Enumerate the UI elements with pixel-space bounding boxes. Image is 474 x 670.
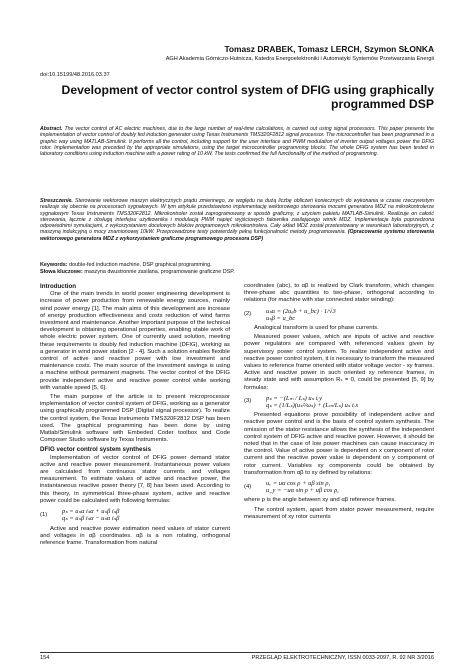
keywords-en-label: Keywords: bbox=[40, 262, 68, 268]
equation-2-line-2: uₛβ = u_bc bbox=[266, 314, 296, 322]
abstract-label: Abstract. bbox=[40, 126, 63, 132]
intro-paragraph-1: One of the main trends in world power engineering development is increase of power production from renewable energy sources, mainly wind power energy [1]. The main aims of this development are increase of energy production effectiveness and costs reduction of wind farms investment and maintenance. Another important purpose of the technical development is obtaining operational properties, enabling stable work of whole electric power system. One of currently used solution, meeting these requirements is doubly fed induction machine (DFIG), working as a generator in wind power station [2 - 4]. Such a solution enables flexible control of active and reactive power with low investment and maintenance costs. The main source of the investment savings is using a machine without permanent magnets. The vector control of the DFIG provide independent active and reactive power control while working with variable speed [5, 6]. bbox=[40, 291, 230, 391]
authors: Tomasz DRABEK, Tomasz LERCH, Szymon SŁONKA bbox=[224, 44, 434, 54]
equation-3-line-1: pₛ = −(Lₘ / Lₛ) uₛ iᵣy bbox=[266, 394, 323, 402]
right-paragraph-3: Measured power values, which are inputs of active and reactive power regulators are compared with referenced values given by supervisory power control system. To realize independent active and reactive power control system, it is necessary to transform the measured values to reference frame oriented with stator voltage vector - xy frames. Active and reactive power in such oriented xy reference frames, in steady state and with assumption Rₛ = 0, could be presented [5, 9] by formulas: bbox=[244, 334, 434, 391]
right-column bbox=[244, 283, 434, 523]
equation-3-line-2: qₛ = (1/Lₛ)(uₛ²/ωₛ) + (Lₘ/Lₛ) uₛ iᵣx bbox=[266, 402, 359, 410]
equation-1-number: (1) bbox=[40, 511, 48, 518]
right-paragraph-4: Presented equations prove possibility of independent active and reactive power control and is the basis of control system synthesis. The omission of the stator resistance allows the synthesis of the independent control system of DFIG active and reactive power. However, it should be noted that in the case of low power machines can cause inaccuracy in the control. Value of active power is dependent on x component of rotor current and the reactive power value is dependent on y component of rotor current. Variables xy components could be obtained by transformation from αβ to xy defined by relations: bbox=[244, 412, 434, 476]
paper-title: Development of vector control system of DFIG using graphically programmed DSP bbox=[61, 83, 434, 111]
streszczenie bbox=[40, 198, 434, 242]
keywords-pl-label: Słowa kluczowe: bbox=[40, 268, 83, 275]
right-paragraph-5: where ρ is the angle between xy and αβ reference frames. bbox=[244, 497, 396, 504]
journal-citation: PRZEGLĄD ELEKTROTECHNICZNY, ISSN 0033-2097, R. 92 NR 3/2016 bbox=[251, 655, 434, 661]
footer-divider bbox=[40, 652, 434, 653]
streszczenie-text: Sterowanie wektorowe maszyn elektrycznych prądu zmiennego, ze względu na dużą liczbę obliczeń koniecznych do wykonania w czasie rzeczywistym realizuje się obecnie na procesorach sygnałowych. W tym artykule przedstawiono implementację wektorowego sterowania mocami generatora MDZ na mikrokontrolerze sygnałowym Texas Instruments TMS320F2812. Mikrokontroler został zaprogramowany w sposób graficzny, z użyciem pakietu MATLAB-Simulink. Realizuje on całość sterowania, łącznie z obsługą interfejsu użytkownika i modulacją PWM napięć wyjściowych falownika zasilającego wirnik MDZ. Implementacja była poprzedzona odpowiednimi symulacjami, z wykorzystaniem docelowych bloków programowych mikrokontrolera. Cały układ MDZ został przetestowany w warunkach laboratoryjnych, z maszyną indukcyjną o mocy znamionowej 10kW. Przeprowadzone testy potwierdziły pełną funkcjonalność metody programowania. bbox=[40, 198, 434, 236]
introduction-heading: Introduction bbox=[40, 283, 77, 290]
page-number: 154 bbox=[40, 655, 50, 661]
dfig-paragraph-2: Active and reactive power estimation need values of stator current and voltages in αβ coordinates. αβ is a non rotating, orthogonal reference frame. Transformation from natural bbox=[40, 525, 230, 546]
dfig-paragraph-1: Implementation of vector control of DFIG power demand stator active and reactive power measurement. Instantaneous power values are calculated from continuous stator currents and voltages measurement. To estimate values of active and reactive power, the instantaneous reactive power theory [7, 8] has been used. According to this theory, in symmetrical three-phase system, active and reactive power could be calculated with following formulas: bbox=[40, 454, 230, 504]
equation-1 bbox=[40, 508, 230, 522]
right-paragraph-1: coordinates (abc), to αβ is realized by Clark transform, which changes three-phase abc quantities to two-phase, orthogonal according to relations (for machine with star connected stator winding): bbox=[244, 283, 434, 304]
right-paragraph-6: The control system, apart from stator power measurement, require measurement of xy rotor currents bbox=[244, 506, 434, 520]
equation-2-number: (2) bbox=[244, 311, 252, 318]
equation-1-line-1: pₛ = uₛα iₛα + uₛβ iₛβ bbox=[62, 508, 120, 516]
intro-paragraph-2: The main purpose of the article is to present microprocessor implementation of vector control system of DFIG, working as a generator using graphically programmed DSP (Digital signal processor). To realize the control system, the Texas Instruments TMS320F2812 DSP has been used. The graphical programming has been done by using Matlab/Simulink software with Embeded Coder toolbox and Code Composer Studio software by Texas Instruments. bbox=[40, 394, 230, 444]
abstract bbox=[40, 126, 434, 157]
keywords-en: double-fed induction machine, DSP graphical programming. bbox=[69, 262, 212, 268]
equation-4-line-2: u_y = −uα sin ρ + uβ cos ρ, bbox=[266, 487, 339, 495]
equation-2-line-1: uₛα = (2uₐb + u_bc) · 1/√3 bbox=[266, 307, 336, 315]
equation-4 bbox=[244, 480, 434, 494]
equation-4-number: (4) bbox=[244, 483, 252, 490]
equation-1-line-2: qₛ = uₛβ iₛα − uₛα iₛβ bbox=[62, 515, 120, 523]
affiliation: AGH Akademia Górniczo-Hutnicza, Katedra Energoelektroniki i Automatyki Systemów Przetwarzania Energii bbox=[165, 56, 434, 62]
equation-2 bbox=[244, 308, 434, 322]
equation-4-line-1: uₓ = uα cos ρ + uβ sin ρ, bbox=[266, 480, 331, 488]
right-paragraph-2: Analogical transform is used for phase currents. bbox=[254, 325, 379, 332]
abstract-text: The vector control of AC electric machines, due to the large number of real-time calculations, is carried out using signal processors. This paper presents the implementation of vector control of doubly fed induction generator using Texas Instruments TMS320F2812 signal processor. The microcontroller has been programmed in a graphic way using MATLAB-Simulink. It performs all the control, including support for the user interface and PWM modulation of inverter output voltages power the DFIG rotor. Implementation was preceded by the appropriate simulations, using the target microcontroller programming blocks. The whole DFIG system has been tested in laboratory conditions using induction machine with a power rating of 10 kW. The tests confirmed the full functionality of the method of programming. bbox=[40, 126, 434, 158]
doi[interactable]: doi:10.15199/48.2016.03.37 bbox=[40, 72, 110, 78]
left-column bbox=[40, 283, 230, 549]
keywords-pl: maszyna dwustronnie zasilana, programowanie graficzne DSP. bbox=[84, 268, 235, 275]
streszczenie-label: Streszczenie. bbox=[40, 198, 73, 204]
dfig-heading: DFIG vector control system synthesis bbox=[40, 446, 152, 454]
equation-3-number: (3) bbox=[244, 398, 252, 405]
keywords bbox=[40, 262, 434, 275]
polish-title: (Opracowanie systemu sterowania wektorowego generatora MDZ z wykorzystaniem graficzne programowego procesora DSP) bbox=[40, 229, 434, 242]
equation-3 bbox=[244, 395, 434, 409]
